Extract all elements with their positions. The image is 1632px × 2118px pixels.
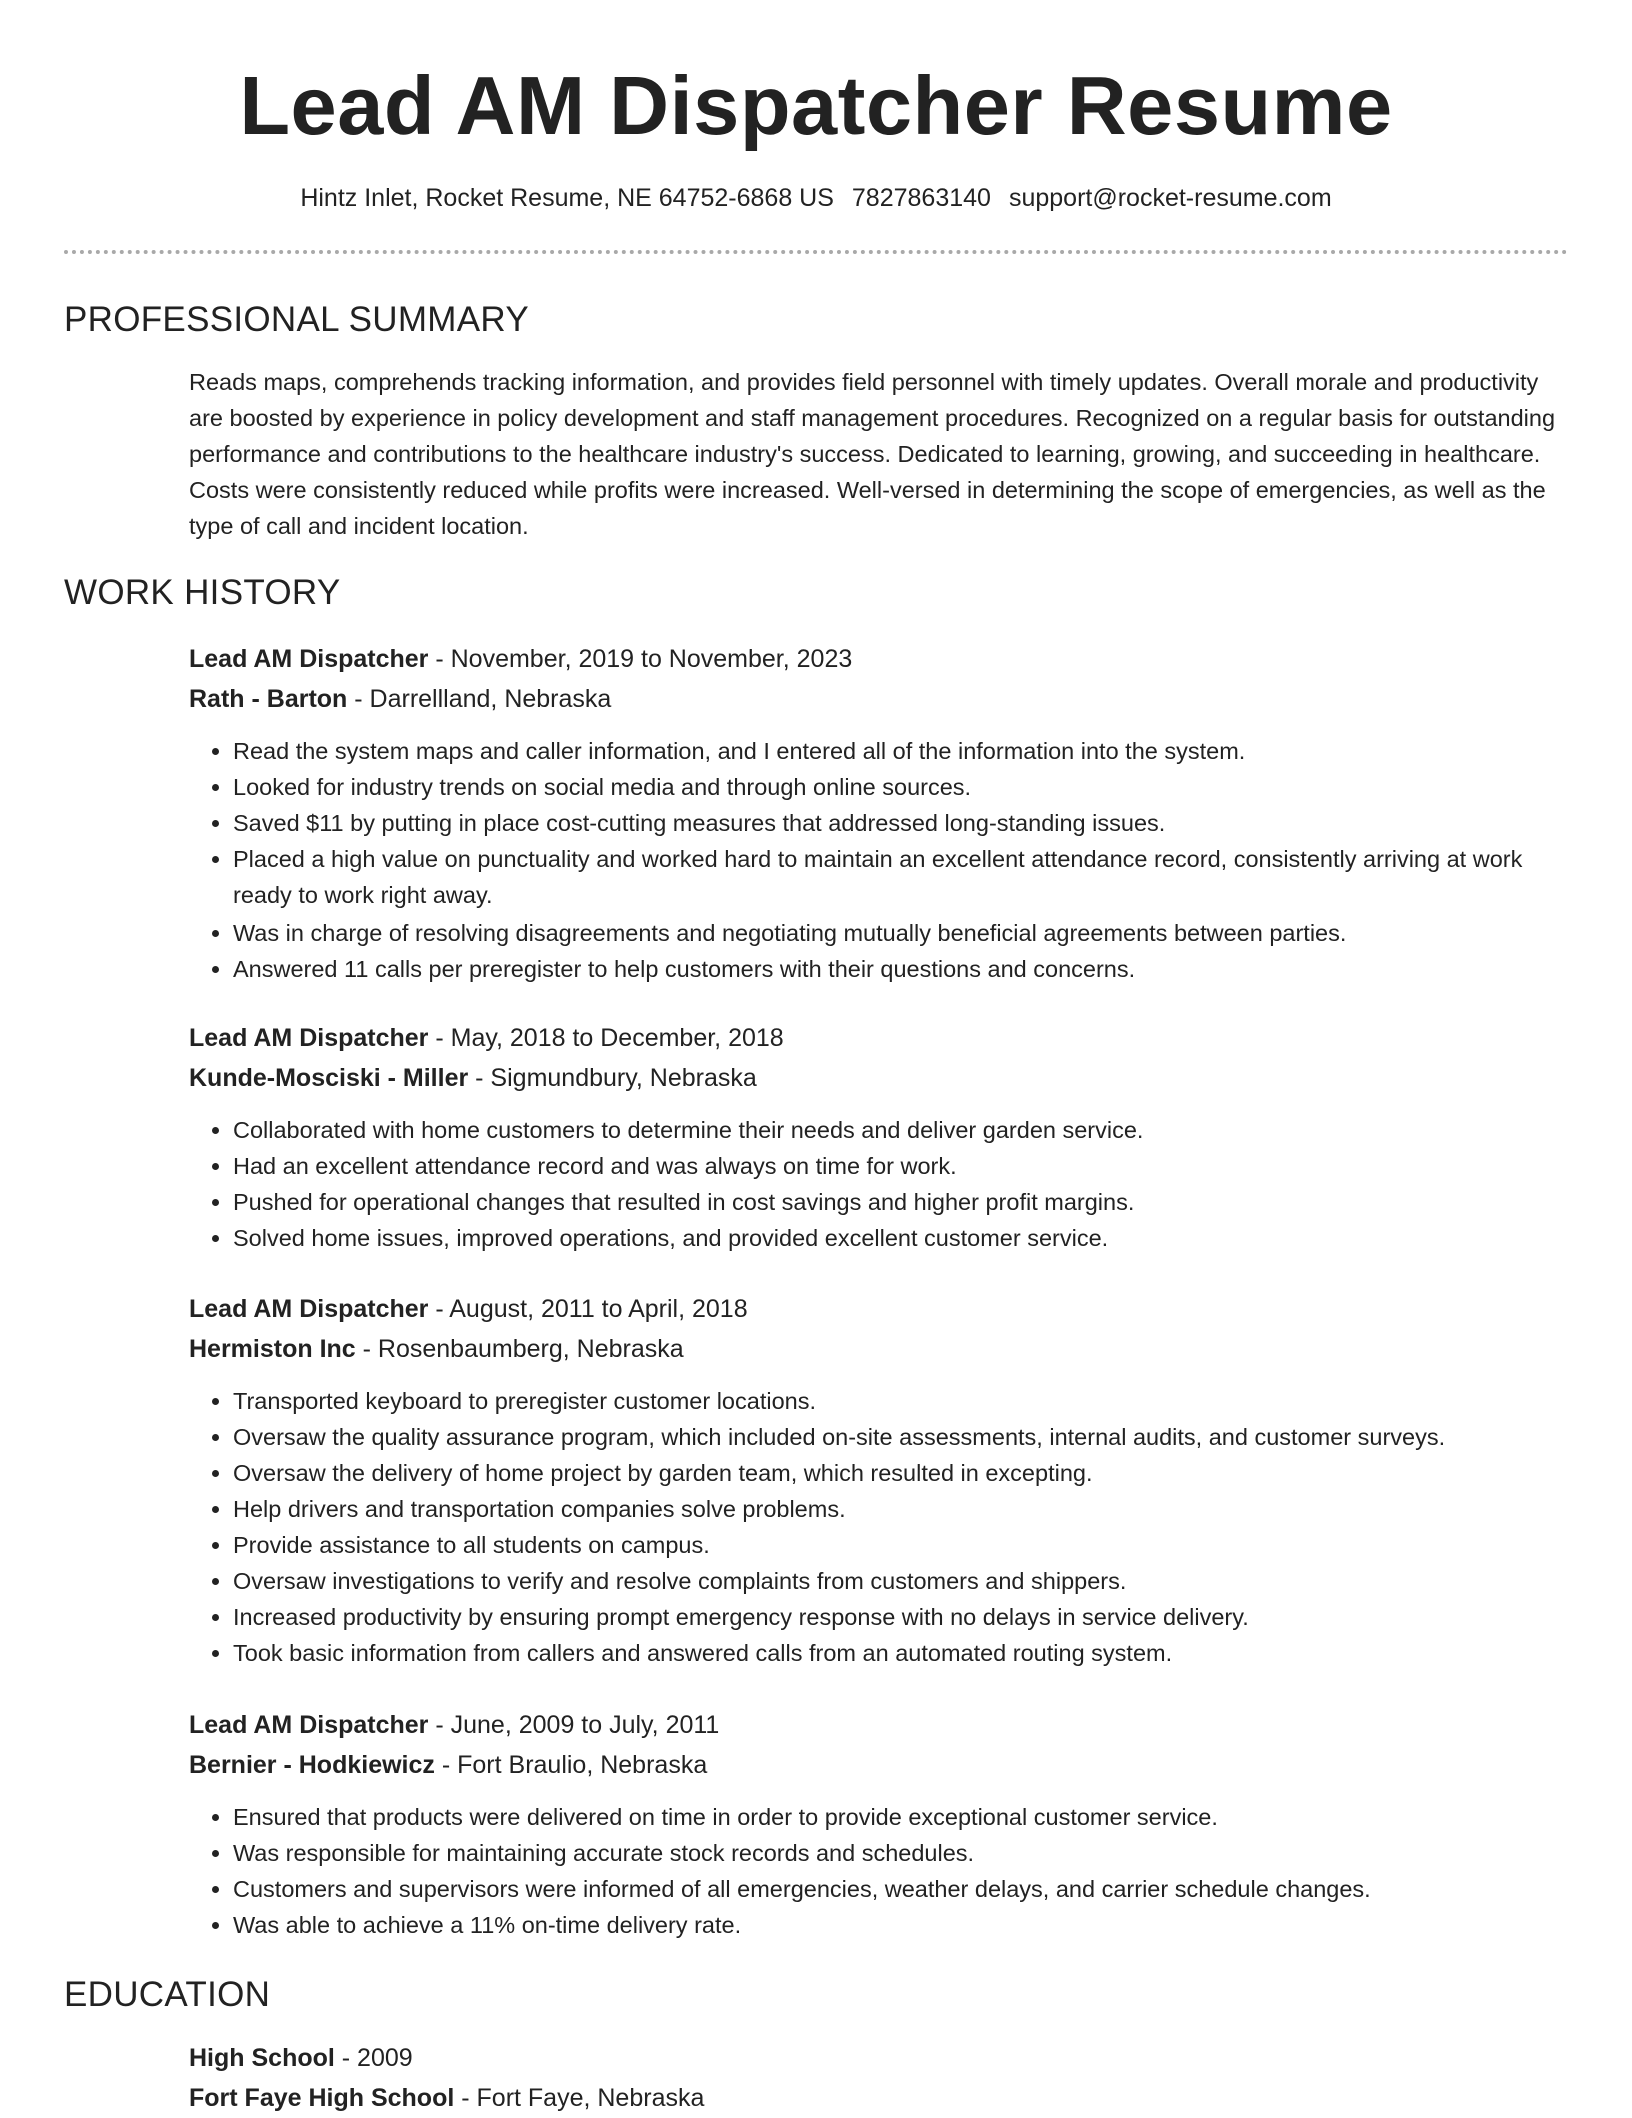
job-dates: - November, 2019 to November, 2023 xyxy=(428,645,853,673)
job-bullet: • Collaborated with home customers to determine their needs and deliver garden service. xyxy=(233,1112,1569,1148)
job-dates: - June, 2009 to July, 2011 xyxy=(428,1711,720,1739)
job-dates: - August, 2011 to April, 2018 xyxy=(428,1295,748,1323)
job-title-line xyxy=(189,1705,1569,1745)
contact-address: Hintz Inlet, Rocket Resume, NE 64752-6868 US xyxy=(300,184,834,212)
job-bullet: • Help drivers and transportation companies solve problems. xyxy=(233,1491,1569,1527)
job-company-line xyxy=(189,1058,1569,1098)
education-degree-line xyxy=(189,2038,1569,2078)
job-role: Lead AM Dispatcher xyxy=(189,1295,429,1323)
job-company-line xyxy=(189,1745,1569,1785)
job-bullet: • Placed a high value on punctuality and worked hard to maintain an excellent attendance record, consistently arriving at work ready to work right away. xyxy=(233,841,1569,913)
job-company-line xyxy=(189,1329,1569,1369)
job-dates: - May, 2018 to December, 2018 xyxy=(428,1024,784,1052)
job-bullet: • Ensured that products were delivered on time in order to provide exceptional customer service. xyxy=(233,1799,1569,1835)
job-company: Rath - Barton xyxy=(189,685,348,713)
job-bullet: • Was able to achieve a 11% on-time delivery rate. xyxy=(233,1907,1569,1943)
job-bullets xyxy=(189,1383,1569,1671)
job-bullet: • Oversaw the quality assurance program, which included on-site assessments, internal audits, and customer surveys. xyxy=(233,1419,1569,1455)
job-location: - Darrellland, Nebraska xyxy=(347,685,612,713)
job-bullet: • Saved $11 by putting in place cost-cutting measures that addressed long-standing issues. xyxy=(233,805,1569,841)
job-bullet: • Solved home issues, improved operations, and provided excellent customer service. xyxy=(233,1220,1569,1256)
job-location: - Fort Braulio, Nebraska xyxy=(434,1751,708,1779)
job-entry-4 xyxy=(189,1705,1569,1943)
job-bullet: • Answered 11 calls per preregister to help customers with their questions and concerns. xyxy=(233,951,1569,987)
section-title-summary: PROFESSIONAL SUMMARY xyxy=(64,300,529,339)
summary-text: Reads maps, comprehends tracking information, and provides field personnel with timely updates. Overall morale and productivity are boosted by experience in policy development and staff management procedures. Recognized on a regular basis for outstanding performance and contributions to the healthcare industry's success. Dedicated to learning, growing, and succeeding in healthcare. Costs were consistently reduced while profits were increased. Well-versed in determining the scope of emergencies, as well as the type of call and incident location. xyxy=(189,369,1556,539)
education-school: Fort Faye High School xyxy=(189,2084,455,2112)
job-bullet: • Provide assistance to all students on campus. xyxy=(233,1527,1569,1563)
job-entry-1 xyxy=(189,639,1569,987)
job-bullet: • Was in charge of resolving disagreements and negotiating mutually beneficial agreements between parties. xyxy=(233,915,1569,951)
job-company: Kunde-Mosciski - Miller xyxy=(189,1064,469,1092)
education-entry xyxy=(189,2038,1569,2118)
section-title-work-history: WORK HISTORY xyxy=(64,573,341,612)
section-title-education: EDUCATION xyxy=(64,1975,271,2014)
job-title-line xyxy=(189,1018,1569,1058)
job-title-line xyxy=(189,639,1569,679)
contact-phone: 7827863140 xyxy=(851,184,991,212)
header-divider xyxy=(64,250,1568,254)
job-bullet: • Oversaw the delivery of home project by garden team, which resulted in excepting. xyxy=(233,1455,1569,1491)
job-bullets xyxy=(189,733,1569,987)
job-bullet: • Customers and supervisors were informed of all emergencies, weather delays, and carrier schedule changes. xyxy=(233,1871,1569,1907)
job-bullet: • Increased productivity by ensuring prompt emergency response with no delays in service delivery. xyxy=(233,1599,1569,1635)
job-bullet: • Transported keyboard to preregister customer locations. xyxy=(233,1383,1569,1419)
resume-title: Lead AM Dispatcher Resume xyxy=(239,59,1393,152)
job-bullet: • Had an excellent attendance record and was always on time for work. xyxy=(233,1148,1569,1184)
job-company-line xyxy=(189,679,1569,719)
education-degree: High School xyxy=(189,2044,335,2072)
job-role: Lead AM Dispatcher xyxy=(189,1024,429,1052)
contact-line xyxy=(0,180,1632,216)
job-company: Bernier - Hodkiewicz xyxy=(189,1751,435,1779)
job-bullet: • Pushed for operational changes that resulted in cost savings and higher profit margins. xyxy=(233,1184,1569,1220)
education-school-line xyxy=(189,2078,1569,2118)
job-role: Lead AM Dispatcher xyxy=(189,1711,429,1739)
education-year: - 2009 xyxy=(334,2044,413,2072)
job-bullets xyxy=(189,1799,1569,1943)
job-company: Hermiston Inc xyxy=(189,1335,356,1363)
contact-email: support@rocket-resume.com xyxy=(1008,184,1332,212)
job-bullet: • Was responsible for maintaining accurate stock records and schedules. xyxy=(233,1835,1569,1871)
job-bullets xyxy=(189,1112,1569,1256)
job-entry-2 xyxy=(189,1018,1569,1256)
job-entry-3 xyxy=(189,1289,1569,1671)
job-location: - Sigmundbury, Nebraska xyxy=(468,1064,757,1092)
job-bullet: • Read the system maps and caller information, and I entered all of the information into the system. xyxy=(233,733,1569,769)
job-location: - Rosenbaumberg, Nebraska xyxy=(355,1335,684,1363)
job-role: Lead AM Dispatcher xyxy=(189,645,429,673)
job-title-line xyxy=(189,1289,1569,1329)
job-bullet: • Took basic information from callers and answered calls from an automated routing system. xyxy=(233,1635,1569,1671)
job-bullet: • Looked for industry trends on social media and through online sources. xyxy=(233,769,1569,805)
job-bullet: • Oversaw investigations to verify and resolve complaints from customers and shippers. xyxy=(233,1563,1569,1599)
education-location: - Fort Faye, Nebraska xyxy=(454,2084,705,2112)
